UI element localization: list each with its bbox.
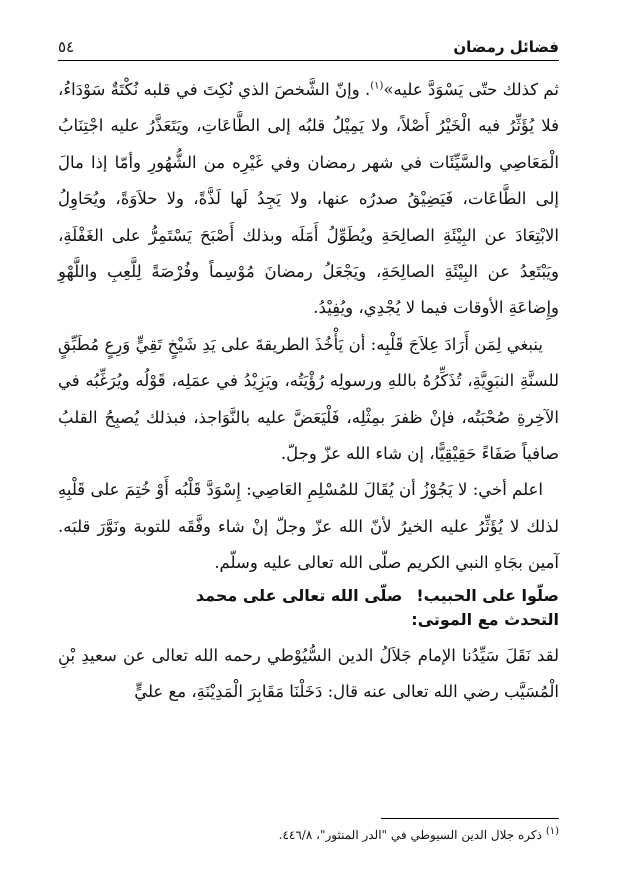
header-rule bbox=[58, 60, 559, 61]
section-heading: التحدث مع الموتى: bbox=[411, 609, 559, 629]
paragraph-4: لقد نَقَلَ سَيِّدُنا الإمام جَلاَلُ الدين السُّيُوْطي رحمه الله تعالى عن سعيدِ بْنِ الْمُسَيَّب رضي الله تعالى عنه قال: دَخَلْنَا مَقَابِرَ الْمَدِيْنَةِ، مع عليٍّ bbox=[58, 645, 559, 702]
paragraph-1-start: ثم كذلك حتّى يَسْوَدَّ عليه» bbox=[383, 80, 559, 99]
paragraph-3: اعلم أخي: لا يَجُوْزُ أن يُقَالَ للمُسْلِمِ العَاصِي: إِسْوَدَّ قَلْبُه أَوْ خُتِمَ على قَلْبِهِ لذلك لا يُؤَثِّرُ عليه الخيرُ لأنّ الله عزّ وجلّ إنْ شاء وفَّقَه للتوبة ونَوَّرَ قلبَه. آمين بجَاهِ النبي الكريم صلّى الله تعالى عليه وسلّم. bbox=[58, 480, 559, 573]
page-header bbox=[58, 30, 559, 56]
footnote-rule bbox=[381, 818, 559, 819]
footnote bbox=[58, 826, 559, 844]
paragraph-1 bbox=[58, 72, 559, 327]
paragraph-2: ينبغي لِمَن أَرَادَ عِلاَجَ قَلْبِه: أن يَأْخُذَ الطريقةَ على يَدِ شَيْخٍ تَقِيٍّ وَرِعٍ مُطَبِّقٍ للسنَّةِ النبَوِيَّةِ، تُذَكِّرُهُ باللهِ ورسولِه رُؤْيَتُه، ويَزِيْدُ في عمَلِه، قَوْلُه ويُرَغِّبُه في الآخِرةِ صُحْبَتُه، فإنْ ظفرَ بمِثْلِه، فَلْيَعَضَّ عليه بالنَّوَاجذ، فبذلك يُصبِحُ القلبُ صافياً صَفَاءً حَقِيْقِيًّا، إن شاء الله عزّ وجلّ. bbox=[58, 334, 559, 464]
body-text bbox=[58, 72, 559, 711]
footnote-text: ذكره جلال الدين السيوطي في "الدر المنثور"، ٤٤٦/٨. bbox=[278, 828, 542, 842]
page-number: ٥٤ bbox=[58, 38, 75, 56]
running-title: فضائل رمضان bbox=[453, 38, 559, 56]
salawat-response: صلّى الله تعالى على محمد bbox=[195, 585, 403, 605]
footnote-reference: (١) bbox=[370, 80, 384, 92]
salawat-line bbox=[58, 584, 559, 608]
footnote-marker: (١) bbox=[545, 826, 559, 837]
salawat-call: صلّوا على الحبيب! bbox=[416, 585, 559, 605]
paragraph-1-rest: . وإنّ الشَّخصَ الذي نُكِتَ في قلبه نُكْتَةٌ سَوْدَاءُ، فلا يُؤَثِّرُ فيه الْخَيْرُ أَصْلاً، ولا يَمِيْلُ قلبُه إلى الطَّاعَاتِ، ويَتَعَذَّرُ عليه اجْتِنَابُ الْمَعَاصِي والسَّيِّئَات في شهر رمضان وفي غَيْرِه من الشُّهُورِ وأمّا إذا مالَ إلى الطَّاعَات، فَيَضِيْقُ صدرُه عنها، ولا يَجِدُ لَها لَذَّةً، ولا حلاَوَةً، ويُحَاوِلُ الابْتِعَادَ عن البِيْئَةِ الصالِحَةِ ويُطَوِّلُ أَمَلَه وبذلك أَصْبَحَ يَسْتَمِرُّ على الغَفْلَةِ، ويَبْتَعِدُ عن البِيْئَةِ الصالِحَةِ، ويَجْعَلُ رمضانَ مُوْسِماً وفُرْصَةً لِلَّعِبِ واللَّهْوِ وإِضاعَةِ الأوقات فيما لا يُجْدِي، ويُفِيْدُ. bbox=[58, 80, 559, 318]
